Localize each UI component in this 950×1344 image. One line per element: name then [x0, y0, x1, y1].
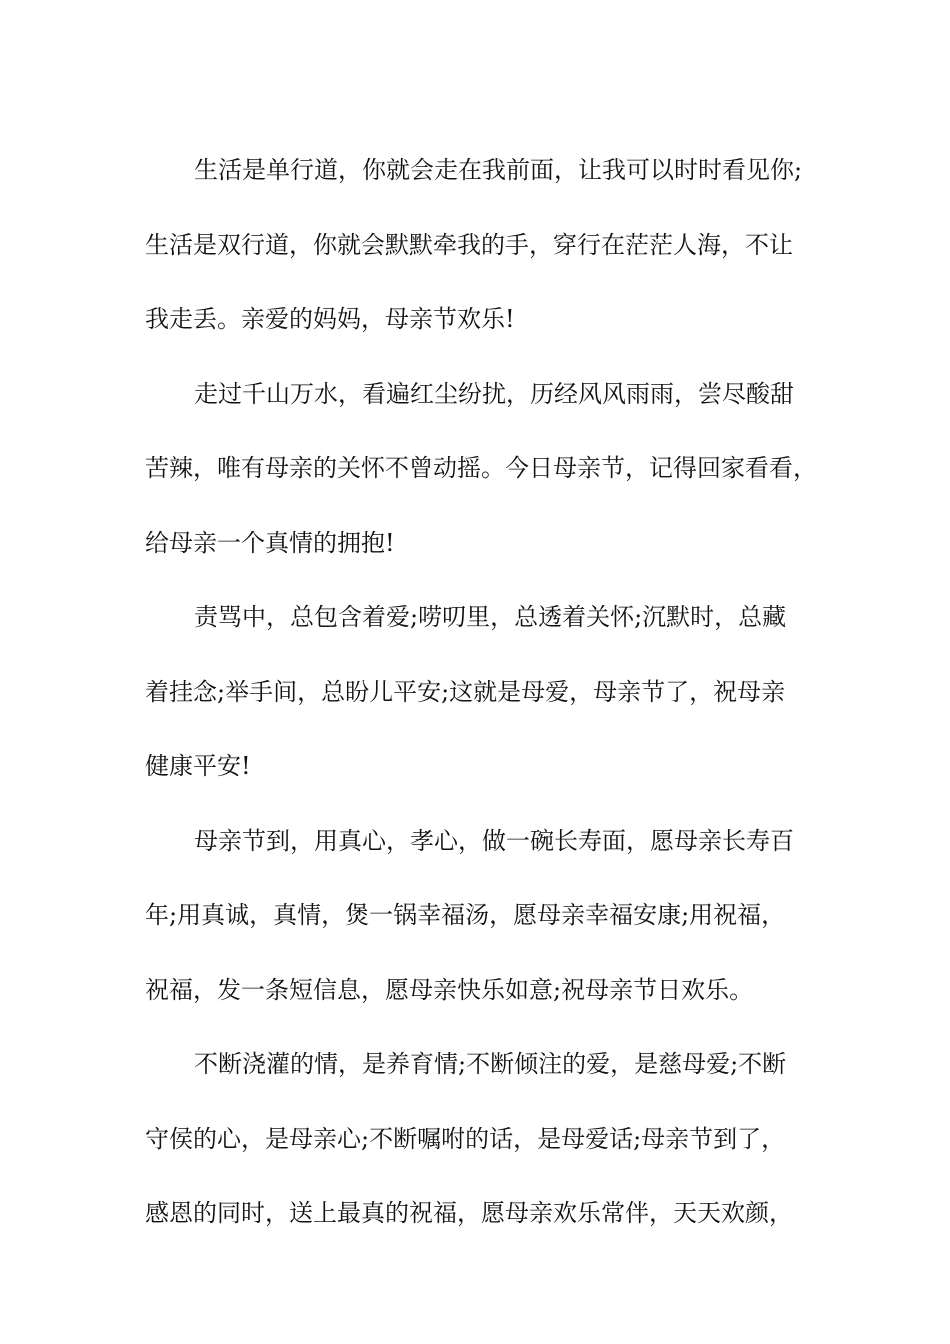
paragraph-4-line-2: 年;用真诚，真情，煲一锅幸福汤，愿母亲幸福安康;用祝福， [145, 901, 786, 929]
paragraph-5-line-1: 不断浇灌的情，是养育情;不断倾注的爱，是慈母爱;不断 [194, 1050, 787, 1078]
paragraph-5-line-3: 感恩的同时，送上最真的祝福，愿母亲欢乐常伴，天天欢颜， [145, 1199, 793, 1227]
paragraph-3-line-3: 健康平安! [145, 752, 251, 780]
document-body [145, 133, 825, 1251]
paragraph-2-line-3: 给母亲一个真情的拥抱! [145, 528, 395, 557]
paragraph-4-line-1: 母亲节到，用真心，孝心，做一碗长寿面，愿母亲长寿百 [194, 826, 794, 855]
paragraph-4-line-3: 祝福，发一条短信息，愿母亲快乐如意;祝母亲节日欢乐。 [145, 975, 754, 1004]
paragraph-1-line-3: 我走丢。亲爱的妈妈，母亲节欢乐! [145, 305, 515, 333]
paragraph-3-line-1: 责骂中，总包含着爱;唠叨里，总透着关怀;沉默时，总藏 [194, 603, 787, 631]
paragraph-5-line-2: 守侯的心，是母亲心;不断嘱咐的话，是母爱话;母亲节到了， [145, 1124, 786, 1153]
paragraph-2-line-2: 苦辣，唯有母亲的关怀不曾动摇。今日母亲节，记得回家看看， [145, 454, 817, 482]
paragraph-2-line-1: 走过千山万水，看遍红尘纷扰，历经风风雨雨，尝尽酸甜 [194, 379, 794, 408]
paragraph-3-line-2: 着挂念;举手间，总盼儿平安;这就是母爱，母亲节了，祝母亲 [145, 677, 786, 706]
paragraph-1-line-2: 生活是双行道，你就会默默牵我的手，穿行在茫茫人海，不让 [145, 230, 793, 259]
paragraph-1-line-1: 生活是单行道，你就会走在我前面，让我可以时时看见你; [194, 156, 803, 184]
